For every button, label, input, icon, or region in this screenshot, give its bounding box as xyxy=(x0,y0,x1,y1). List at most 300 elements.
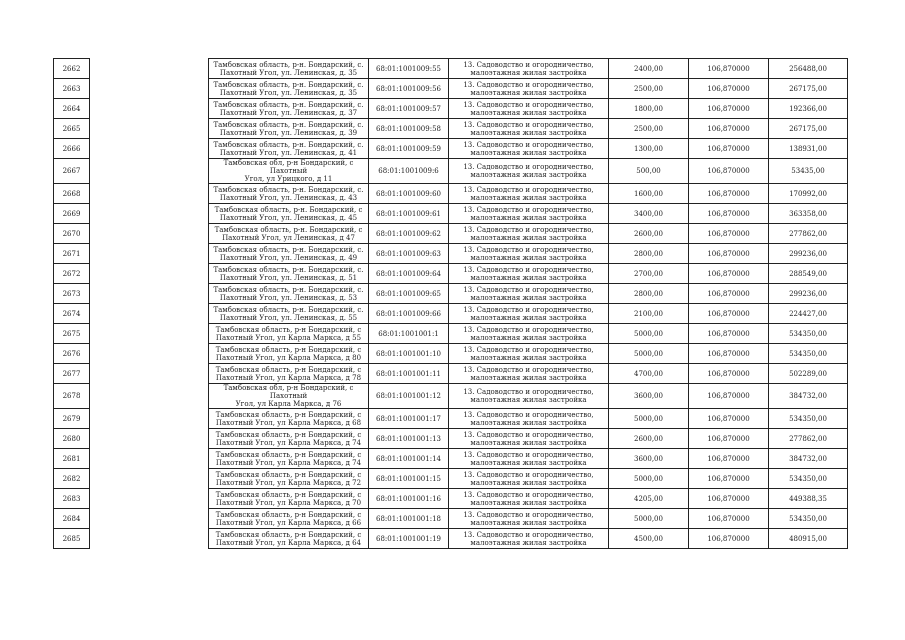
row-number-cell xyxy=(54,139,90,159)
cadastral-number-cell-text: 68:01:1001001:14 xyxy=(376,454,441,463)
area-cell xyxy=(609,384,689,409)
row-number-cell xyxy=(54,304,90,324)
table-row xyxy=(54,159,848,184)
cadastral-number-cell-text: 68:01:1001001:10 xyxy=(376,349,441,358)
land-use-cell xyxy=(449,529,609,549)
rate-cell xyxy=(689,59,769,79)
cadastral-value-cell xyxy=(769,469,848,489)
address-cell xyxy=(209,264,369,284)
land-use-cell-text: малоэтажная жилая застройка xyxy=(470,353,587,362)
land-cadastral-table xyxy=(53,58,848,549)
address-cell xyxy=(209,99,369,119)
land-use-cell-text: малоэтажная жилая застройка xyxy=(470,88,587,97)
cadastral-number-cell-text: 68:01:1001001:17 xyxy=(376,414,441,423)
rate-cell-text: 106,870000 xyxy=(707,414,750,423)
address-cell-text: Угол, ул Карла Маркса, д 76 xyxy=(235,400,342,408)
address-cell xyxy=(209,79,369,99)
address-cell-text: Пахотный Угол, ул. Ленинская, д. 49 xyxy=(219,253,358,262)
rate-cell xyxy=(689,139,769,159)
spacer-cell xyxy=(90,59,209,79)
table-row xyxy=(54,429,848,449)
address-cell-text: Тамбовская область, р-н. Бондарский, с. xyxy=(213,305,364,314)
address-cell xyxy=(209,324,369,344)
rate-cell-text: 106,870000 xyxy=(707,167,750,175)
cadastral-value-cell xyxy=(769,119,848,139)
area-cell-text: 2700,00 xyxy=(634,269,663,278)
cadastral-value-cell xyxy=(769,324,848,344)
land-use-cell-text: 13. Садоводство и огородничество, xyxy=(463,530,594,539)
cadastral-number-cell xyxy=(369,79,449,99)
row-number-cell-text: 2684 xyxy=(62,514,81,523)
table-row xyxy=(54,489,848,509)
land-use-cell-text: 13. Садоводство и огородничество, xyxy=(463,140,594,149)
address-cell xyxy=(209,244,369,264)
address-cell-text: Тамбовская область, р-н. Бондарский, с. xyxy=(213,245,364,254)
cadastral-value-cell-text: 224427,00 xyxy=(789,309,827,318)
row-number-cell-text: 2672 xyxy=(62,269,81,278)
area-cell xyxy=(609,324,689,344)
area-cell xyxy=(609,184,689,204)
cadastral-value-cell-text: 363358,00 xyxy=(789,209,827,218)
area-cell xyxy=(609,139,689,159)
spacer-cell xyxy=(90,79,209,99)
cadastral-number-cell-text: 68:01:1001001:16 xyxy=(376,494,441,503)
land-use-cell-text: малоэтажная жилая застройка xyxy=(470,396,587,404)
area-cell xyxy=(609,204,689,224)
cadastral-number-cell-text: 68:01:1001009:61 xyxy=(376,209,441,218)
cadastral-number-cell xyxy=(369,59,449,79)
spacer-cell xyxy=(90,139,209,159)
address-cell xyxy=(209,184,369,204)
land-use-cell-text: малоэтажная жилая застройка xyxy=(470,273,587,282)
spacer-cell xyxy=(90,344,209,364)
rate-cell-text: 106,870000 xyxy=(707,369,750,378)
area-cell xyxy=(609,59,689,79)
area-cell-text: 2500,00 xyxy=(634,84,663,93)
row-number-cell-text: 2674 xyxy=(62,309,81,318)
land-use-cell-text: 13. Садоводство и огородничество, xyxy=(463,430,594,439)
rate-cell xyxy=(689,364,769,384)
land-use-cell xyxy=(449,119,609,139)
address-cell-text: Пахотный Угол, ул Карла Маркса, д 74 xyxy=(215,458,362,467)
address-cell-text: Пахотный Угол, ул. Ленинская, д. 55 xyxy=(219,313,358,322)
cadastral-value-cell xyxy=(769,59,848,79)
land-use-cell-text: малоэтажная жилая застройка xyxy=(470,128,587,137)
row-number-cell xyxy=(54,244,90,264)
land-use-cell xyxy=(449,429,609,449)
land-use-cell-text: малоэтажная жилая застройка xyxy=(470,293,587,302)
address-cell-text: Тамбовская область, р-н Бондарский, с xyxy=(215,530,362,539)
cadastral-number-cell xyxy=(369,489,449,509)
address-cell-text: Пахотный Угол, ул Карла Маркса, д 78 xyxy=(215,373,362,382)
cadastral-number-cell-text: 68:01:1001001:18 xyxy=(376,514,441,523)
cadastral-value-cell xyxy=(769,284,848,304)
cadastral-value-cell-text: 288549,00 xyxy=(789,269,827,278)
row-number-cell xyxy=(54,469,90,489)
row-number-cell xyxy=(54,409,90,429)
cadastral-value-cell xyxy=(769,449,848,469)
spacer-cell xyxy=(90,324,209,344)
rate-cell-text: 106,870000 xyxy=(707,349,750,358)
table-row xyxy=(54,244,848,264)
cadastral-value-cell xyxy=(769,264,848,284)
table-row xyxy=(54,449,848,469)
land-use-cell xyxy=(449,99,609,119)
address-cell-text: Тамбовская область, р-н Бондарский, с xyxy=(215,430,362,439)
land-use-cell-text: 13. Садоводство и огородничество, xyxy=(463,80,594,89)
cadastral-number-cell xyxy=(369,429,449,449)
land-use-cell xyxy=(449,244,609,264)
rate-cell xyxy=(689,79,769,99)
land-use-cell xyxy=(449,324,609,344)
address-cell-text: Пахотный Угол, ул. Ленинская, д. 37 xyxy=(219,108,358,117)
cadastral-value-cell-text: 449388,35 xyxy=(789,494,827,503)
land-use-cell-text: малоэтажная жилая застройка xyxy=(470,458,587,467)
address-cell xyxy=(209,429,369,449)
address-cell-text: Тамбовская область, р-н Бондарский, с xyxy=(215,325,362,334)
rate-cell-text: 106,870000 xyxy=(707,534,750,543)
land-use-cell-text: малоэтажная жилая застройка xyxy=(470,171,587,179)
land-use-cell xyxy=(449,284,609,304)
area-cell-text: 2100,00 xyxy=(634,309,663,318)
cadastral-number-cell-text: 68:01:1001009:60 xyxy=(376,189,441,198)
rate-cell xyxy=(689,159,769,184)
cadastral-number-cell xyxy=(369,469,449,489)
land-use-cell xyxy=(449,509,609,529)
table-row xyxy=(54,59,848,79)
land-use-cell-text: малоэтажная жилая застройка xyxy=(470,538,587,547)
rate-cell-text: 106,870000 xyxy=(707,514,750,523)
land-use-cell-text: 13. Садоводство и огородничество, xyxy=(463,100,594,109)
cadastral-value-cell-text: 534350,00 xyxy=(789,474,827,483)
cadastral-value-cell xyxy=(769,244,848,264)
land-use-cell xyxy=(449,204,609,224)
table-row xyxy=(54,384,848,409)
rate-cell xyxy=(689,99,769,119)
land-use-cell-text: малоэтажная жилая застройка xyxy=(470,313,587,322)
rate-cell xyxy=(689,204,769,224)
address-cell xyxy=(209,409,369,429)
row-number-cell xyxy=(54,489,90,509)
rate-cell-text: 106,870000 xyxy=(707,269,750,278)
row-number-cell-text: 2669 xyxy=(62,209,81,218)
row-number-cell-text: 2671 xyxy=(62,249,81,258)
cadastral-number-cell xyxy=(369,324,449,344)
address-cell xyxy=(209,304,369,324)
cadastral-value-cell-text: 534350,00 xyxy=(789,514,827,523)
area-cell-text: 3600,00 xyxy=(634,454,663,463)
area-cell xyxy=(609,304,689,324)
area-cell xyxy=(609,489,689,509)
row-number-cell-text: 2682 xyxy=(62,474,81,483)
address-cell-text: Пахотный Угол, ул Карла Маркса, д 72 xyxy=(215,478,362,487)
cadastral-value-cell xyxy=(769,79,848,99)
table-row xyxy=(54,224,848,244)
area-cell-text: 2600,00 xyxy=(634,229,663,238)
row-number-cell-text: 2677 xyxy=(62,369,81,378)
address-cell xyxy=(209,384,369,409)
rate-cell xyxy=(689,184,769,204)
area-cell xyxy=(609,409,689,429)
land-use-cell-text: малоэтажная жилая застройка xyxy=(470,333,587,342)
cadastral-value-cell xyxy=(769,489,848,509)
row-number-cell-text: 2679 xyxy=(62,414,81,423)
land-use-cell-text: малоэтажная жилая застройка xyxy=(470,373,587,382)
address-cell-text: Пахотный Угол, ул Карла Маркса, д 55 xyxy=(215,333,362,342)
cadastral-value-cell-text: 138931,00 xyxy=(789,144,827,153)
address-cell xyxy=(209,469,369,489)
area-cell-text: 5000,00 xyxy=(634,329,663,338)
cadastral-value-cell-text: 170992,00 xyxy=(789,189,827,198)
spacer-cell xyxy=(90,119,209,139)
cadastral-number-cell-text: 68:01:1001009:64 xyxy=(376,269,441,278)
address-cell-text: Тамбовская область, р-н. Бондарский, с. xyxy=(213,185,364,194)
row-number-cell xyxy=(54,204,90,224)
rate-cell-text: 106,870000 xyxy=(707,392,750,400)
cadastral-number-cell-text: 68:01:1001001:12 xyxy=(376,392,441,400)
row-number-cell xyxy=(54,59,90,79)
cadastral-number-cell xyxy=(369,284,449,304)
land-use-cell-text: малоэтажная жилая застройка xyxy=(470,233,587,242)
row-number-cell-text: 2665 xyxy=(62,124,81,133)
cadastral-value-cell-text: 480915,00 xyxy=(789,534,827,543)
cadastral-number-cell xyxy=(369,264,449,284)
area-cell xyxy=(609,99,689,119)
spacer-cell xyxy=(90,224,209,244)
cadastral-value-cell xyxy=(769,529,848,549)
cadastral-value-cell-text: 277862,00 xyxy=(789,434,827,443)
area-cell-text: 3600,00 xyxy=(634,392,663,400)
cadastral-number-cell xyxy=(369,184,449,204)
area-cell-text: 4500,00 xyxy=(634,534,663,543)
area-cell xyxy=(609,244,689,264)
spacer-cell xyxy=(90,244,209,264)
cadastral-value-cell xyxy=(769,224,848,244)
table-row xyxy=(54,139,848,159)
rate-cell xyxy=(689,489,769,509)
address-cell-text: Тамбовская область, р-н. Бондарский, с. xyxy=(213,285,364,294)
row-number-cell-text: 2667 xyxy=(62,167,81,175)
row-number-cell-text: 2685 xyxy=(62,534,81,543)
row-number-cell xyxy=(54,264,90,284)
cadastral-value-cell-text: 384732,00 xyxy=(789,392,827,400)
land-use-cell-text: 13. Садоводство и огородничество, xyxy=(463,305,594,314)
area-cell-text: 2600,00 xyxy=(634,434,663,443)
land-use-cell xyxy=(449,449,609,469)
address-cell-text: Пахотный Угол, ул Карла Маркса, д 80 xyxy=(215,353,362,362)
rate-cell xyxy=(689,529,769,549)
rate-cell-text: 106,870000 xyxy=(707,144,750,153)
cadastral-number-cell-text: 68:01:1001009:59 xyxy=(376,144,441,153)
cadastral-number-cell-text: 68:01:1001009:65 xyxy=(376,289,441,298)
cadastral-number-cell-text: 68:01:1001009:58 xyxy=(376,124,441,133)
area-cell-text: 5000,00 xyxy=(634,474,663,483)
address-cell-text: Тамбовская область, р-н. Бондарский, с. xyxy=(213,60,364,69)
row-number-cell xyxy=(54,99,90,119)
table-row xyxy=(54,79,848,99)
row-number-cell xyxy=(54,344,90,364)
rate-cell xyxy=(689,224,769,244)
address-cell-text: Тамбовская область, р-н Бондарский, с xyxy=(215,410,362,419)
cadastral-value-cell-text: 256488,00 xyxy=(789,64,827,73)
area-cell xyxy=(609,159,689,184)
table-row xyxy=(54,264,848,284)
cadastral-value-cell-text: 53435,00 xyxy=(791,167,825,175)
land-use-cell xyxy=(449,224,609,244)
row-number-cell-text: 2675 xyxy=(62,329,81,338)
address-cell-text: Пахотный Угол, ул Карла Маркса, д 68 xyxy=(215,418,362,427)
land-use-cell-text: 13. Садоводство и огородничество, xyxy=(463,388,594,396)
area-cell-text: 1600,00 xyxy=(634,189,663,198)
land-use-cell xyxy=(449,409,609,429)
cadastral-value-cell xyxy=(769,304,848,324)
table-row xyxy=(54,119,848,139)
cadastral-number-cell-text: 68:01:1001009:57 xyxy=(376,104,441,113)
address-cell-text: Пахотный Угол, ул. Ленинская, д. 41 xyxy=(219,148,358,157)
address-cell-text: Пахотный Угол, ул. Ленинская, д. 39 xyxy=(219,128,358,137)
cadastral-number-cell xyxy=(369,529,449,549)
cadastral-value-cell-text: 267175,00 xyxy=(789,124,827,133)
address-cell xyxy=(209,449,369,469)
area-cell-text: 2400,00 xyxy=(634,64,663,73)
cadastral-value-cell xyxy=(769,344,848,364)
rate-cell xyxy=(689,449,769,469)
rate-cell xyxy=(689,409,769,429)
rate-cell-text: 106,870000 xyxy=(707,309,750,318)
row-number-cell xyxy=(54,509,90,529)
address-cell xyxy=(209,489,369,509)
table-row xyxy=(54,344,848,364)
area-cell-text: 5000,00 xyxy=(634,414,663,423)
row-number-cell xyxy=(54,159,90,184)
land-use-cell-text: 13. Садоводство и огородничество, xyxy=(463,285,594,294)
cadastral-number-cell xyxy=(369,509,449,529)
land-use-cell-text: малоэтажная жилая застройка xyxy=(470,108,587,117)
area-cell-text: 4205,00 xyxy=(634,494,663,503)
address-cell-text: Тамбовская область, р-н. Бондарский, с. xyxy=(213,120,364,129)
rate-cell xyxy=(689,384,769,409)
cadastral-number-cell xyxy=(369,449,449,469)
cadastral-value-cell-text: 534350,00 xyxy=(789,349,827,358)
rate-cell-text: 106,870000 xyxy=(707,189,750,198)
land-use-cell-text: малоэтажная жилая застройка xyxy=(470,193,587,202)
rate-cell-text: 106,870000 xyxy=(707,454,750,463)
cadastral-number-cell-text: 68:01:1001009:56 xyxy=(376,84,441,93)
row-number-cell-text: 2668 xyxy=(62,189,81,198)
land-use-cell xyxy=(449,159,609,184)
cadastral-value-cell xyxy=(769,384,848,409)
row-number-cell xyxy=(54,324,90,344)
land-use-cell-text: малоэтажная жилая застройка xyxy=(470,253,587,262)
row-number-cell xyxy=(54,284,90,304)
cadastral-number-cell-text: 68:01:1001009:6 xyxy=(378,167,439,175)
land-use-cell-text: 13. Садоводство и огородничество, xyxy=(463,325,594,334)
row-number-cell-text: 2681 xyxy=(62,454,81,463)
spacer-cell xyxy=(90,264,209,284)
rate-cell-text: 106,870000 xyxy=(707,209,750,218)
rate-cell-text: 106,870000 xyxy=(707,249,750,258)
address-cell xyxy=(209,529,369,549)
cadastral-number-cell xyxy=(369,364,449,384)
land-use-cell-text: 13. Садоводство и огородничество, xyxy=(463,510,594,519)
rate-cell-text: 106,870000 xyxy=(707,104,750,113)
area-cell xyxy=(609,449,689,469)
address-cell xyxy=(209,284,369,304)
land-use-cell-text: 13. Садоводство и огородничество, xyxy=(463,345,594,354)
cadastral-value-cell xyxy=(769,409,848,429)
address-cell-text: Пахотный Угол, ул Ленинская, д 47 xyxy=(222,233,355,242)
land-use-cell-text: малоэтажная жилая застройка xyxy=(470,478,587,487)
cadastral-value-cell-text: 299236,00 xyxy=(789,249,827,258)
address-cell xyxy=(209,204,369,224)
cadastral-value-cell-text: 277862,00 xyxy=(789,229,827,238)
land-use-cell-text: 13. Садоводство и огородничество, xyxy=(463,185,594,194)
area-cell-text: 2500,00 xyxy=(634,124,663,133)
area-cell xyxy=(609,119,689,139)
address-cell xyxy=(209,119,369,139)
area-cell-text: 4700,00 xyxy=(634,369,663,378)
land-use-cell xyxy=(449,139,609,159)
cadastral-value-cell xyxy=(769,204,848,224)
row-number-cell-text: 2680 xyxy=(62,434,81,443)
cadastral-value-cell xyxy=(769,509,848,529)
table-row xyxy=(54,184,848,204)
rate-cell-text: 106,870000 xyxy=(707,229,750,238)
land-use-cell-text: 13. Садоводство и огородничество, xyxy=(463,410,594,419)
land-use-cell-text: малоэтажная жилая застройка xyxy=(470,418,587,427)
row-number-cell-text: 2666 xyxy=(62,144,81,153)
address-cell-text: Пахотный Угол, ул. Ленинская, д. 35 xyxy=(219,88,358,97)
area-cell xyxy=(609,224,689,244)
rate-cell-text: 106,870000 xyxy=(707,434,750,443)
spacer-cell xyxy=(90,509,209,529)
rate-cell-text: 106,870000 xyxy=(707,84,750,93)
spacer-cell xyxy=(90,364,209,384)
rate-cell-text: 106,870000 xyxy=(707,289,750,298)
land-use-cell-text: 13. Садоводство и огородничество, xyxy=(463,205,594,214)
cadastral-value-cell xyxy=(769,159,848,184)
land-use-cell-text: 13. Садоводство и огородничество, xyxy=(463,225,594,234)
address-cell-text: Угол, ул Урицкого, д 11 xyxy=(244,175,333,183)
cadastral-number-cell xyxy=(369,204,449,224)
area-cell xyxy=(609,469,689,489)
spacer-cell xyxy=(90,529,209,549)
cadastral-number-cell xyxy=(369,99,449,119)
land-use-cell-text: 13. Садоводство и огородничество, xyxy=(463,245,594,254)
spacer-cell xyxy=(90,449,209,469)
table-row xyxy=(54,284,848,304)
rate-cell xyxy=(689,304,769,324)
address-cell-text: Тамбовская область, р-н Бондарский, с xyxy=(215,490,362,499)
area-cell xyxy=(609,284,689,304)
address-cell xyxy=(209,224,369,244)
address-cell-text: Пахотный Угол, ул. Ленинская, д. 35 xyxy=(219,68,358,77)
area-cell-text: 1800,00 xyxy=(634,104,663,113)
table-row xyxy=(54,509,848,529)
land-use-cell-text: 13. Садоводство и огородничество, xyxy=(463,163,594,171)
cadastral-number-cell-text: 68:01:1001001:13 xyxy=(376,434,441,443)
land-use-cell-text: малоэтажная жилая застройка xyxy=(470,148,587,157)
land-use-cell-text: 13. Садоводство и огородничество, xyxy=(463,365,594,374)
land-use-cell xyxy=(449,489,609,509)
address-cell-text: Тамбовская область, р-н. Бондарский, с xyxy=(214,225,363,234)
row-number-cell xyxy=(54,79,90,99)
spacer-cell xyxy=(90,159,209,184)
land-use-cell-text: малоэтажная жилая застройка xyxy=(470,438,587,447)
cadastral-value-cell-text: 534350,00 xyxy=(789,329,827,338)
row-number-cell-text: 2678 xyxy=(62,392,81,400)
cadastral-number-cell-text: 68:01:1001009:62 xyxy=(376,229,441,238)
